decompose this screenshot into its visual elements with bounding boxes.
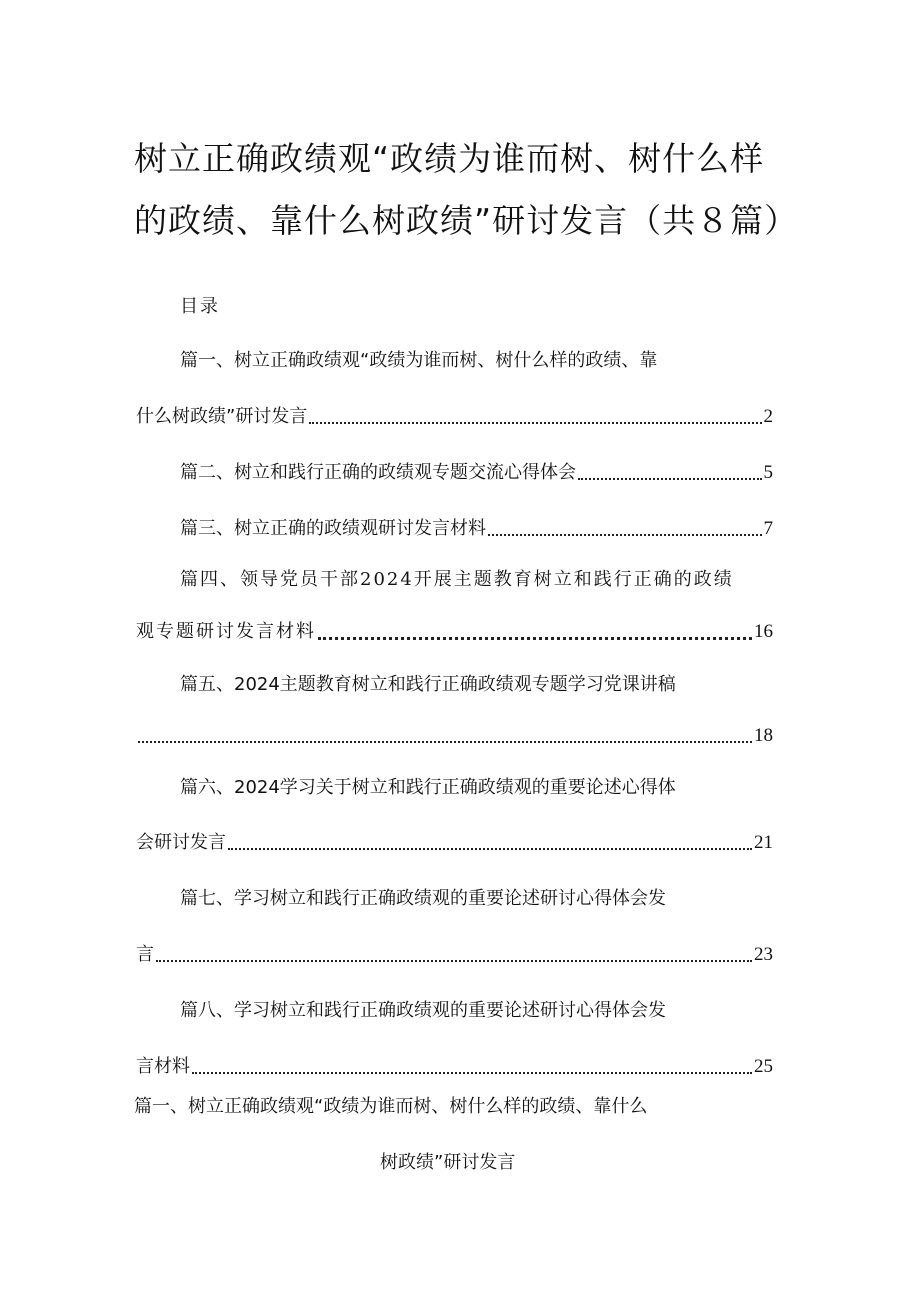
toc-entry-5-row[interactable]	[136, 722, 773, 750]
toc-entry-7-row[interactable]	[136, 941, 773, 969]
toc-entry-6-row[interactable]	[136, 829, 773, 857]
toc-entry-1-row[interactable]	[136, 403, 773, 431]
toc-entry-6-line-1[interactable]: 篇六、2024学习关于树立和践行正确政绩观的重要论述心得体	[180, 777, 676, 798]
toc-entry-1-line-1[interactable]: 篇一、树立正确政绩观“政绩为谁而树、树什么样的政绩、靠	[180, 350, 658, 371]
toc-entry-8-row[interactable]	[136, 1053, 773, 1081]
toc-entry-2-page: 5	[763, 462, 773, 483]
toc-entry-8-line-2: 言材料	[136, 1056, 190, 1077]
toc-entry-4-row[interactable]	[136, 618, 773, 646]
toc-entry-1-page: 2	[763, 406, 773, 427]
toc-entry-8-line-1[interactable]: 篇八、学习树立和践行正确政绩观的重要论述研讨心得体会发	[180, 1000, 666, 1021]
toc-entry-3-title: 篇三、树立正确的政绩观研讨发言材料	[180, 518, 486, 539]
toc-leader-dots	[578, 478, 762, 480]
toc-entry-1-line-2: 什么树政绩”研讨发言	[136, 406, 308, 427]
document-title-line-2: 的政绩、靠什么树政绩”研讨发言（共８篇）	[134, 201, 799, 240]
section-heading-line-1: 篇一、树立正确政绩观“政绩为谁而树、树什么样的政绩、靠什么	[134, 1096, 648, 1117]
toc-entry-2-row[interactable]	[180, 459, 773, 487]
toc-entry-4-line-1[interactable]: 篇四、领导党员干部2024开展主题教育树立和践行正确的政绩	[180, 569, 734, 590]
toc-leader-dots	[138, 741, 752, 743]
toc-leader-dots	[309, 422, 761, 424]
section-heading-line-2: 树政绩”研讨发言	[380, 1152, 516, 1173]
toc-entry-4-page: 16	[754, 621, 773, 642]
toc-entry-2-title: 篇二、树立和践行正确的政绩观专题交流心得体会	[180, 462, 576, 483]
toc-leader-dots	[488, 534, 762, 536]
toc-entry-8-page: 25	[754, 1056, 773, 1077]
toc-leader-dots	[228, 848, 752, 850]
toc-entry-7-line-2: 言	[136, 944, 154, 965]
toc-leader-dots	[192, 1072, 752, 1074]
toc-entry-3-row[interactable]	[180, 515, 773, 543]
toc-entry-5-line-1[interactable]: 篇五、2024主题教育树立和践行正确政绩观专题学习党课讲稿	[180, 674, 676, 695]
toc-entry-4-line-2: 观专题研讨发言材料	[136, 621, 316, 642]
toc-entry-5-page: 18	[754, 725, 773, 746]
toc-entry-7-line-1[interactable]: 篇七、学习树立和践行正确政绩观的重要论述研讨心得体会发	[180, 888, 666, 909]
toc-entry-6-line-2: 会研讨发言	[136, 832, 226, 853]
toc-heading: 目录	[180, 296, 220, 317]
document-title-line-1: 树立正确政绩观“政绩为谁而树、树什么样	[134, 139, 765, 178]
toc-entry-7-page: 23	[754, 944, 773, 965]
toc-entry-3-page: 7	[763, 518, 773, 539]
toc-leader-dots	[156, 960, 752, 962]
toc-leader-dots	[318, 637, 752, 640]
toc-entry-6-page: 21	[754, 832, 773, 853]
